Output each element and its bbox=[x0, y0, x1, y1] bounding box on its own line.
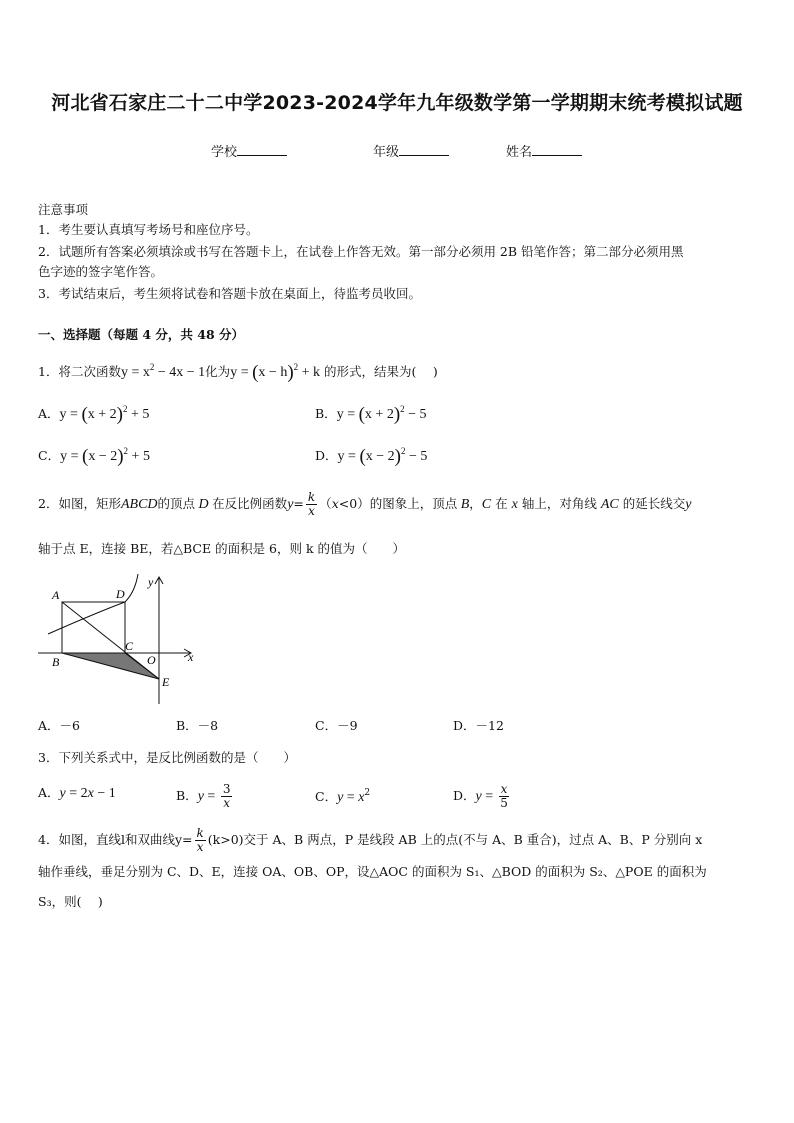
q1-option-c: C．$y = (x - 2)^2 + 5$ bbox=[38, 446, 150, 467]
name-blank bbox=[532, 143, 582, 156]
q1-suffix: 的形式，结果为( ) bbox=[324, 364, 438, 379]
label-d: D bbox=[116, 587, 125, 601]
q3-option-b: B．y = $\frac{3}{x}$ bbox=[176, 782, 231, 810]
q2-fraction: $\frac{k}{x}$ bbox=[307, 490, 316, 518]
label-x: x bbox=[188, 650, 194, 664]
label-b: B bbox=[52, 655, 60, 669]
q1-mid: 化为 bbox=[205, 364, 231, 379]
page-title: 河北省石家庄二十二中学2023-2024学年九年级数学第一学期期末统考模拟试题 bbox=[51, 92, 743, 114]
q4-line-3: S₃，则( ) bbox=[38, 894, 103, 909]
q1-option-d: D．$y = (x - 2)^2 - 5$ bbox=[315, 446, 428, 467]
q1-expr-2: $y = (x - h)^2 + k$ bbox=[230, 362, 321, 383]
question-2: 2．如图，矩形ABCD的顶点 D 在反比例函数y= $\frac{k}{x}$ （x<0）的图象上，顶点 B，C 在 x 轴上，对角线 AC 的延长线交y bbox=[38, 490, 692, 518]
triangle-bce bbox=[62, 653, 159, 679]
q2-option-b: B．－8 bbox=[176, 718, 219, 733]
section-heading: 一、选择题（每题 4 分，共 48 分） bbox=[38, 327, 245, 342]
q2-option-d: D．－12 bbox=[453, 718, 504, 733]
q2-option-c: C．－9 bbox=[315, 718, 358, 733]
school-blank bbox=[237, 143, 287, 156]
notice-heading: 注意事项 bbox=[38, 202, 89, 217]
q4-line-2: 轴作垂线，垂足分别为 C、D、E，连接 OA、OB、OP，设△AOC 的面积为 S₁、△BOD 的面积为 S₂、△POE 的面积为 bbox=[38, 864, 707, 879]
label-y: y bbox=[148, 575, 154, 589]
q1-expr-1: $y = x^2 - 4x - 1$ bbox=[120, 362, 206, 380]
notice-item-1: 1．考生要认真填写考场号和座位序号。 bbox=[38, 222, 259, 237]
q2-figure bbox=[38, 572, 198, 706]
diagonal-ac bbox=[62, 602, 159, 679]
label-c: C bbox=[125, 639, 134, 653]
grade-label: 年级 bbox=[373, 145, 400, 160]
q4-fraction: $\frac{k}{x}$ bbox=[196, 826, 204, 854]
school-field bbox=[211, 141, 287, 160]
school-label: 学校 bbox=[211, 145, 238, 160]
q1-option-a: A．$y = (x + 2)^2 + 5$ bbox=[38, 404, 150, 425]
label-a: A bbox=[52, 588, 60, 602]
notice-item-3: 3．考试结束后，考生须将试卷和答题卡放在桌面上，待监考员收回。 bbox=[38, 286, 421, 301]
name-label: 姓名 bbox=[506, 145, 533, 160]
q1-prefix: 1．将二次函数 bbox=[38, 364, 121, 379]
name-field bbox=[506, 141, 582, 160]
notice-item-2-cont: 色字迹的签字笔作答。 bbox=[38, 264, 164, 279]
grade-blank bbox=[399, 143, 449, 156]
question-1 bbox=[38, 357, 438, 383]
q3-option-c: C．$y = x^2$ bbox=[315, 788, 371, 805]
notice-item-2: 2．试题所有答案必须填涂或书写在答题卡上，在试卷上作答无效。第一部分必须用 2B 铅笔作答；第二部分必须用黑 bbox=[38, 244, 684, 259]
label-e: E bbox=[162, 675, 170, 689]
q3-option-a: A．y = 2x − 1 bbox=[38, 785, 116, 801]
label-o: O bbox=[147, 653, 156, 667]
q2-option-a: A．－6 bbox=[38, 718, 80, 733]
q3-option-d: D．y = $\frac{x}{5}$ bbox=[453, 782, 508, 810]
question-3: 3．下列关系式中，是反比例函数的是（ ） bbox=[38, 750, 296, 765]
q1-option-b: B．$y = (x + 2)^2 - 5$ bbox=[315, 404, 427, 425]
grade-field bbox=[373, 141, 449, 160]
q2-line-2: 轴于点 E，连接 BE，若△BCE 的面积是 6，则 k 的值为（ ） bbox=[38, 541, 406, 556]
question-4: 4．如图，直线l和双曲线y= $\frac{k}{x}$ (k>0)交于 A、B 两点，P 是线段 AB 上的点(不与 A、B 重合)，过点 A、B、P 分别向 x bbox=[38, 826, 703, 854]
